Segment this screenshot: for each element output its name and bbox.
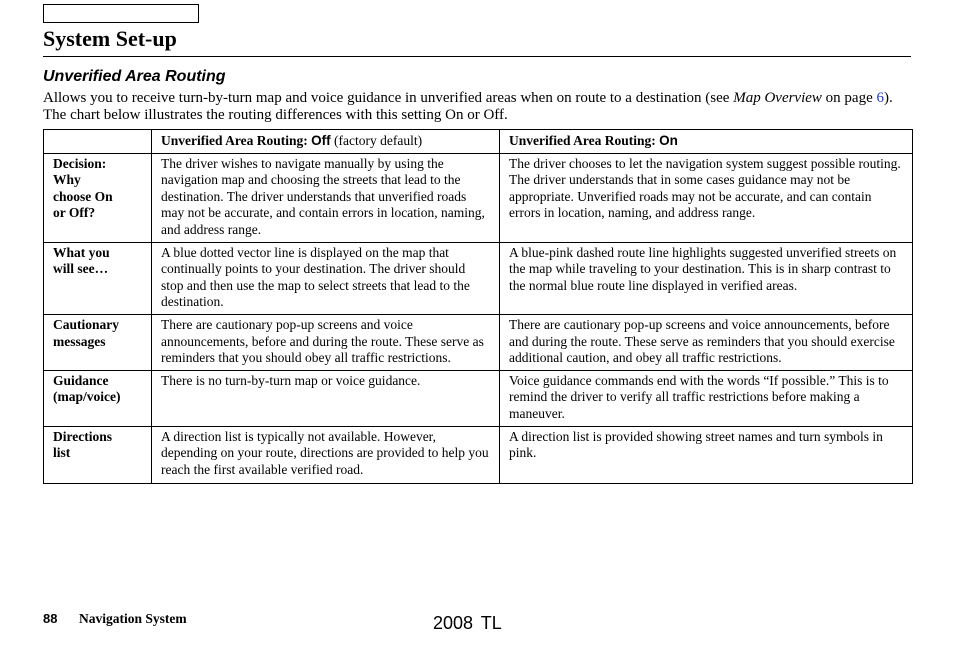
- on-cell: The driver chooses to let the navigation system suggest possible routing. The driver understands that in some cases guidance may not be appropriate. Unverified roads may not be accurate, and can contain errors in location, naming, and address range.: [500, 153, 913, 242]
- section-heading: Unverified Area Routing: [43, 68, 226, 85]
- off-cell: A blue dotted vector line is displayed on the map that continually points to your destination. The driver should stop and then use the map to select streets that lead to the destination.: [152, 242, 500, 314]
- table-row: [44, 426, 913, 484]
- header-on-value: On: [659, 133, 678, 148]
- table-header-row: [44, 130, 913, 154]
- row-label: Directions list: [44, 426, 152, 484]
- book-title: Navigation System: [79, 611, 187, 626]
- page-title: System Set-up: [43, 26, 177, 51]
- on-cell: A blue-pink dashed route line highlights suggested unverified streets on the map while traveling to your destination. This is in sharp contrast to the normal blue route line displayed in verified areas.: [500, 242, 913, 314]
- row-label: What you will see…: [44, 242, 152, 314]
- header-off-value: Off: [311, 133, 331, 148]
- header-on-cell: [500, 130, 913, 154]
- page-link[interactable]: 6: [876, 90, 884, 106]
- on-cell: A direction list is provided showing street names and turn symbols in pink.: [500, 426, 913, 484]
- intro-paragraph: [43, 90, 915, 124]
- off-cell: There are cautionary pop-up screens and voice announcements, before and during the route. These serve as reminders that you should obey all traffic restrictions.: [152, 314, 500, 370]
- table-row: [44, 153, 913, 242]
- off-cell: The driver wishes to navigate manually by using the navigation map and choosing the streets that lead to the destination. The driver understands that unverified roads may not be accurate, and contain errors in location, naming, and address range.: [152, 153, 500, 242]
- table-row: [44, 242, 913, 314]
- title-divider: [43, 56, 911, 57]
- header-tab-box: [43, 4, 199, 23]
- header-on-prefix: Unverified Area Routing:: [509, 133, 660, 148]
- intro-ref-title: Map Overview: [733, 90, 822, 106]
- header-off-note: (factory default): [330, 133, 423, 148]
- header-off-prefix: Unverified Area Routing:: [161, 133, 312, 148]
- row-label: Guidance (map/voice): [44, 370, 152, 426]
- table-row: [44, 314, 913, 370]
- table-row: [44, 370, 913, 426]
- row-label: Cautionary messages: [44, 314, 152, 370]
- off-cell: A direction list is typically not available. However, depending on your route, directions are provided to help you reach the first available verified road.: [152, 426, 500, 484]
- off-cell: There is no turn-by-turn map or voice guidance.: [152, 370, 500, 426]
- intro-text-middle: on page: [821, 90, 877, 106]
- on-cell: Voice guidance commands end with the words “If possible.” This is to remind the driver to verify all traffic restrictions before making a maneuver.: [500, 370, 913, 426]
- routing-comparison-table: [43, 129, 913, 484]
- intro-text-after: ). The chart below illustrates the routing differences with this setting On or Off.: [43, 90, 893, 123]
- page-number: 88: [43, 611, 58, 626]
- header-off-cell: [152, 130, 500, 154]
- model-label: 2008 TL: [433, 613, 502, 633]
- on-cell: There are cautionary pop-up screens and voice announcements, before and during the route. These serve as reminders that you should exercise additional caution, and obey all traffic restrictions.: [500, 314, 913, 370]
- header-label-cell: [44, 130, 152, 154]
- row-label: Decision: Why choose On or Off?: [44, 153, 152, 242]
- intro-text-before: Allows you to receive turn-by-turn map and voice guidance in unverified areas when on route to a destination (see: [43, 90, 734, 106]
